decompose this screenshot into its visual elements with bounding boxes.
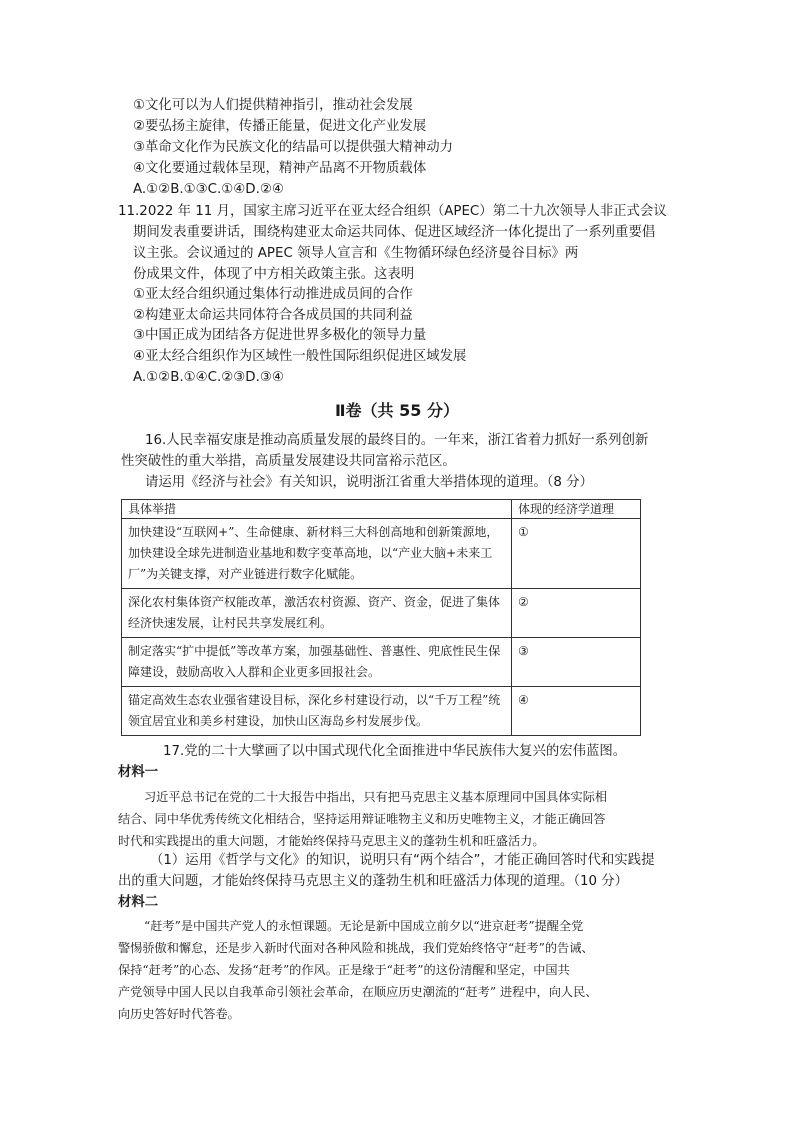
section-title: Ⅱ卷（共 55 分） (335, 401, 459, 420)
material-2-line-4: 产党领导中国人民以自我革命引领社会革命，在顺应历史潮流的“赶考” 进程中，向人民、 (118, 985, 598, 999)
material-1-line-1: 习近平总书记在党的二十大报告中指出，只有把马克思主义基本原理同中国具体实际相 (144, 790, 608, 804)
table-cell-answer: ① (512, 519, 641, 589)
table-cell-measure: 锚定高效生态农业强省建设目标，深化乡村建设行动，以“千万工程”统领宜居宜业和美乡村建设，加快山区海岛乡村发展步伐。 (122, 687, 512, 736)
q11-answer-choices: A.①②B.①④C.②③D.③④ (133, 370, 284, 385)
q10-option-1: ①文化可以为人们提供精神指引，推动社会发展 (133, 98, 413, 113)
q17-1-line-1: （1）运用《哲学与文化》的知识，说明只有“两个结合”，才能正确回答时代和实践提 (150, 853, 655, 868)
q10-option-3: ③革命文化作为民族文化的结晶可以提供强大精神动力 (133, 140, 453, 155)
measures-table (121, 499, 641, 736)
material-1-label: 材料一 (118, 765, 159, 780)
q11-option-2: ②构建亚太命运共同体符合各成员国的共同利益 (133, 308, 413, 323)
table-row (122, 519, 641, 589)
table-row (122, 589, 641, 638)
q11-stem-line-4: 份成果文件，体现了中方相关政策主张。这表明 (133, 267, 415, 282)
q10-option-2: ②要弘扬主旋律，传播正能量，促进文化产业发展 (133, 119, 427, 134)
table-header-measures: 具体举措 (122, 500, 512, 519)
table-cell-measure: 加快建设“互联网+”、生命健康、新材料三大科创高地和创新策源地，加快建设全球先进制造业基地和数字变革高地，以“产业大脑+未来工厂”为关键支撑，对产业链进行数字化赋能。 (122, 519, 512, 589)
q11-option-1: ①亚太经合组织通过集体行动推进成员间的合作 (133, 287, 413, 302)
material-2-line-3: 保持“赶考”的心态、发扬“赶考”的作风。正是缘于“赶考”的这份清醒和坚定，中国共 (118, 963, 570, 977)
q11-stem-line-3: 议主张。会议通过的 APEC 领导人宣言和《生物循环绿色经济曼谷目标》两 (133, 246, 579, 261)
q16-stem-line-1: 16.人民幸福安康是推动高质量发展的最终目的。一年来，浙江省着力抓好一系列创新 (145, 433, 649, 448)
q10-answer-choices: A.①②B.①③C.①④D.②④ (133, 182, 284, 197)
table-header-row (122, 500, 641, 519)
table-cell-answer: ④ (512, 687, 641, 736)
table-row (122, 638, 641, 687)
q11-stem-line-1: 11.2022 年 11 月，国家主席习近平在亚太经合组织（APEC）第二十九次领导人非正式会议 (118, 204, 667, 219)
table-cell-measure: 深化农村集体资产权能改革，激活农村资源、资产、资金，促进了集体经济快速发展，让村民共享发展红利。 (122, 589, 512, 638)
material-1-line-3: 时代和实践提出的重大问题，才能始终保持马克思主义的蓬勃生机和旺盛活力。 (118, 834, 545, 848)
q10-option-4: ④文化要通过载体呈现，精神产品离不开物质载体 (133, 161, 427, 176)
table-row (122, 687, 641, 736)
table-header-principles: 体现的经济学道理 (512, 500, 641, 519)
material-2-line-2: 警惕骄傲和懈怠，还是步入新时代面对各种风险和挑战，我们党始终恪守“赶考”的告诫、 (118, 941, 594, 955)
table-cell-answer: ② (512, 589, 641, 638)
q16-stem-line-2: 性突破性的重大举措，高质量发展建设共同富裕示范区。 (121, 454, 456, 469)
table-cell-answer: ③ (512, 638, 641, 687)
material-2-line-1: “赶考”是中国共产党人的永恒课题。无论是新中国成立前夕以“进京赶考”提醒全党 (144, 919, 584, 933)
material-1-line-2: 结合、同中华优秀传统文化相结合，坚持运用辩证唯物主义和历史唯物主义，才能正确回答 (118, 812, 606, 826)
material-2-label: 材料二 (118, 895, 159, 910)
q11-option-3: ③中国正成为团结各方促进世界多极化的领导力量 (133, 328, 427, 343)
q16-instruction: 请运用《经济与社会》有关知识，说明浙江省重大举措体现的道理。（8 分） (145, 475, 593, 490)
q11-option-4: ④亚太经合组织作为区域性一般性国际组织促进区域发展 (133, 349, 467, 364)
table-cell-measure: 制定落实“扩中提低”等改革方案，加强基础性、普惠性、兜底性民生保障建设，鼓励高收入人群和企业更多回报社会。 (122, 638, 512, 687)
q17-title: 17.党的二十大擘画了以中国式现代化全面推进中华民族伟大复兴的宏伟蓝图。 (163, 744, 627, 759)
q17-1-line-2: 出的重大问题，才能始终保持马克思主义的蓬勃生机和旺盛活力体现的道理。（10 分） (118, 874, 629, 889)
q11-stem-line-2: 期间发表重要讲话，围绕构建亚太命运共同体、促进区域经济一体化提出了一系列重要倡 (133, 225, 656, 240)
material-2-line-5: 向历史答好时代答卷。 (118, 1007, 240, 1021)
